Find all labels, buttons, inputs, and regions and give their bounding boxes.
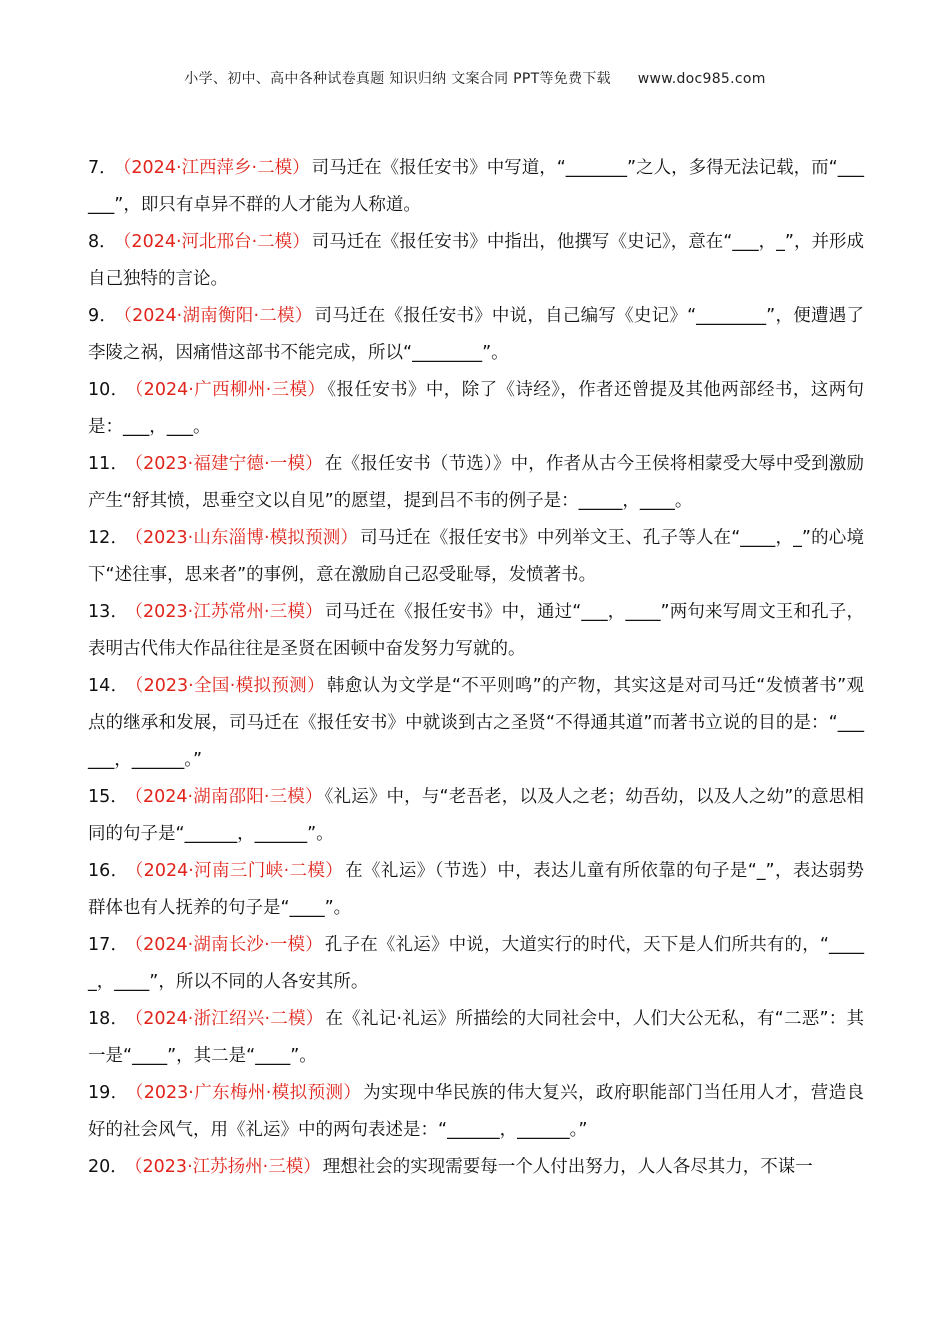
question-text: 理想社会的实现需要每一个人付出努力，人人各尽其力，不谋一 [322, 1157, 813, 1177]
question-item [88, 446, 864, 520]
question-item [88, 520, 864, 594]
question-source: （2023·江苏常州·三模） [134, 602, 323, 622]
question-text: 司马迁在《报任安书》中列举文王、孔子等人在“____，_”的心境下“述往事，思来者”的事例，意在激励自己忍受耻辱，发愤著书。 [88, 528, 864, 585]
question-number: 17． [88, 935, 129, 955]
question-source: （2024·浙江绍兴·二模） [134, 1009, 324, 1029]
header-site-link[interactable]: www.doc985.com [637, 71, 766, 87]
question-source: （2024·江西萍乡·二模） [122, 158, 310, 178]
question-number: 8． [88, 232, 117, 252]
question-item [88, 853, 864, 927]
question-number: 12． [88, 528, 129, 548]
question-text: 在《礼运》（节选）中，表达儿童有所依靠的句子是“_”，表达弱势群体也有人抚养的句子是“____”。 [88, 861, 864, 918]
question-number: 9． [88, 306, 118, 326]
question-source: （2023·广东梅州·模拟预测） [134, 1083, 362, 1103]
question-number: 16． [88, 861, 129, 881]
question-text: 为实现中华民族的伟大复兴，政府职能部门当任用人才，营造良好的社会风气，用《礼运》中的两句表述是：“______，______。” [88, 1083, 864, 1140]
question-source: （2024·广西柳州·三模） [134, 380, 326, 400]
question-item [88, 150, 864, 224]
question-item [88, 298, 864, 372]
question-source: （2024·湖南长沙·一模） [134, 935, 323, 955]
question-number: 19． [88, 1083, 129, 1103]
question-number: 15． [88, 787, 129, 807]
question-text: 孔子在《礼运》中说，大道实行的时代，天下是人们所共有的，“_____，____”，所以不同的人各安其所。 [88, 935, 864, 992]
question-item [88, 1075, 864, 1149]
question-item [88, 1149, 864, 1186]
question-item [88, 668, 864, 779]
page-header [0, 68, 950, 88]
question-text: 在《报任安书（节选）》中，作者从古今王侯将相蒙受大辱中受到激励产生“舒其愤，思垂空文以自见”的愿望，提到吕不韦的例子是：_____，____。 [88, 454, 864, 511]
question-source: （2024·湖南衡阳·二模） [123, 306, 313, 326]
question-text: 司马迁在《报任安书》中，通过“___，____”两句来写周文王和孔子，表明古代伟大作品往往是圣贤在困顿中奋发努力写就的。 [88, 602, 864, 659]
question-source: （2023·福建宁德·一模） [134, 454, 323, 474]
question-number: 18． [88, 1009, 129, 1029]
question-source: （2024·河北邢台·二模） [122, 232, 310, 252]
question-source: （2024·湖南邵阳·三模） [134, 787, 323, 807]
question-source: （2023·江苏扬州·三模） [133, 1157, 321, 1177]
question-number: 7． [88, 158, 117, 178]
question-source: （2023·山东淄博·模拟预测） [134, 528, 359, 548]
question-text: 司马迁在《报任安书》中说，自己编写《史记》“________”，便遭遇了李陵之祸，因痛惜这部书不能完成，所以“________”。 [88, 306, 864, 363]
question-text: 《礼运》中，与“老吾老，以及人之老；幼吾幼，以及人之幼”的意思相同的句子是“______，______”。 [88, 787, 864, 844]
question-source: （2024·河南三门峡·二模） [134, 861, 344, 881]
question-list [88, 150, 864, 1186]
question-item [88, 1001, 864, 1075]
question-text: 司马迁在《报任安书》中指出，他撰写《史记》，意在“___，_”，并形成自己独特的言论。 [88, 232, 864, 289]
question-number: 20． [88, 1157, 128, 1177]
question-item [88, 779, 864, 853]
question-text: 司马迁在《报任安书》中写道，“_______”之人，多得无法记载，而“______”，即只有卓异不群的人才能为人称道。 [88, 158, 864, 215]
question-text: 在《礼记·礼运》所描绘的大同社会中，人们大公无私，有“二恶”：其一是“____”，其二是“____”。 [88, 1009, 864, 1066]
question-number: 14． [88, 676, 129, 696]
question-source: （2023·全国·模拟预测） [134, 676, 325, 696]
question-number: 10． [88, 380, 129, 400]
header-text: 小学、初中、高中各种试卷真题 知识归纳 文案合同 PPT等免费下载 [184, 71, 611, 87]
question-text: 《报任安书》中，除了《诗经》，作者还曾提及其他两部经书，这两句是：___，___。 [88, 380, 864, 437]
question-item [88, 372, 864, 446]
question-item [88, 927, 864, 1001]
question-number: 13． [88, 602, 129, 622]
question-item [88, 594, 864, 668]
question-text: 韩愈认为文学是“不平则鸣”的产物，其实这是对司马迁“发愤著书”观点的继承和发展，司马迁在《报任安书》中就谈到古之圣贤“不得通其道”而著书立说的目的是：“______，______。” [88, 676, 864, 770]
question-number: 11． [88, 454, 129, 474]
question-item [88, 224, 864, 298]
